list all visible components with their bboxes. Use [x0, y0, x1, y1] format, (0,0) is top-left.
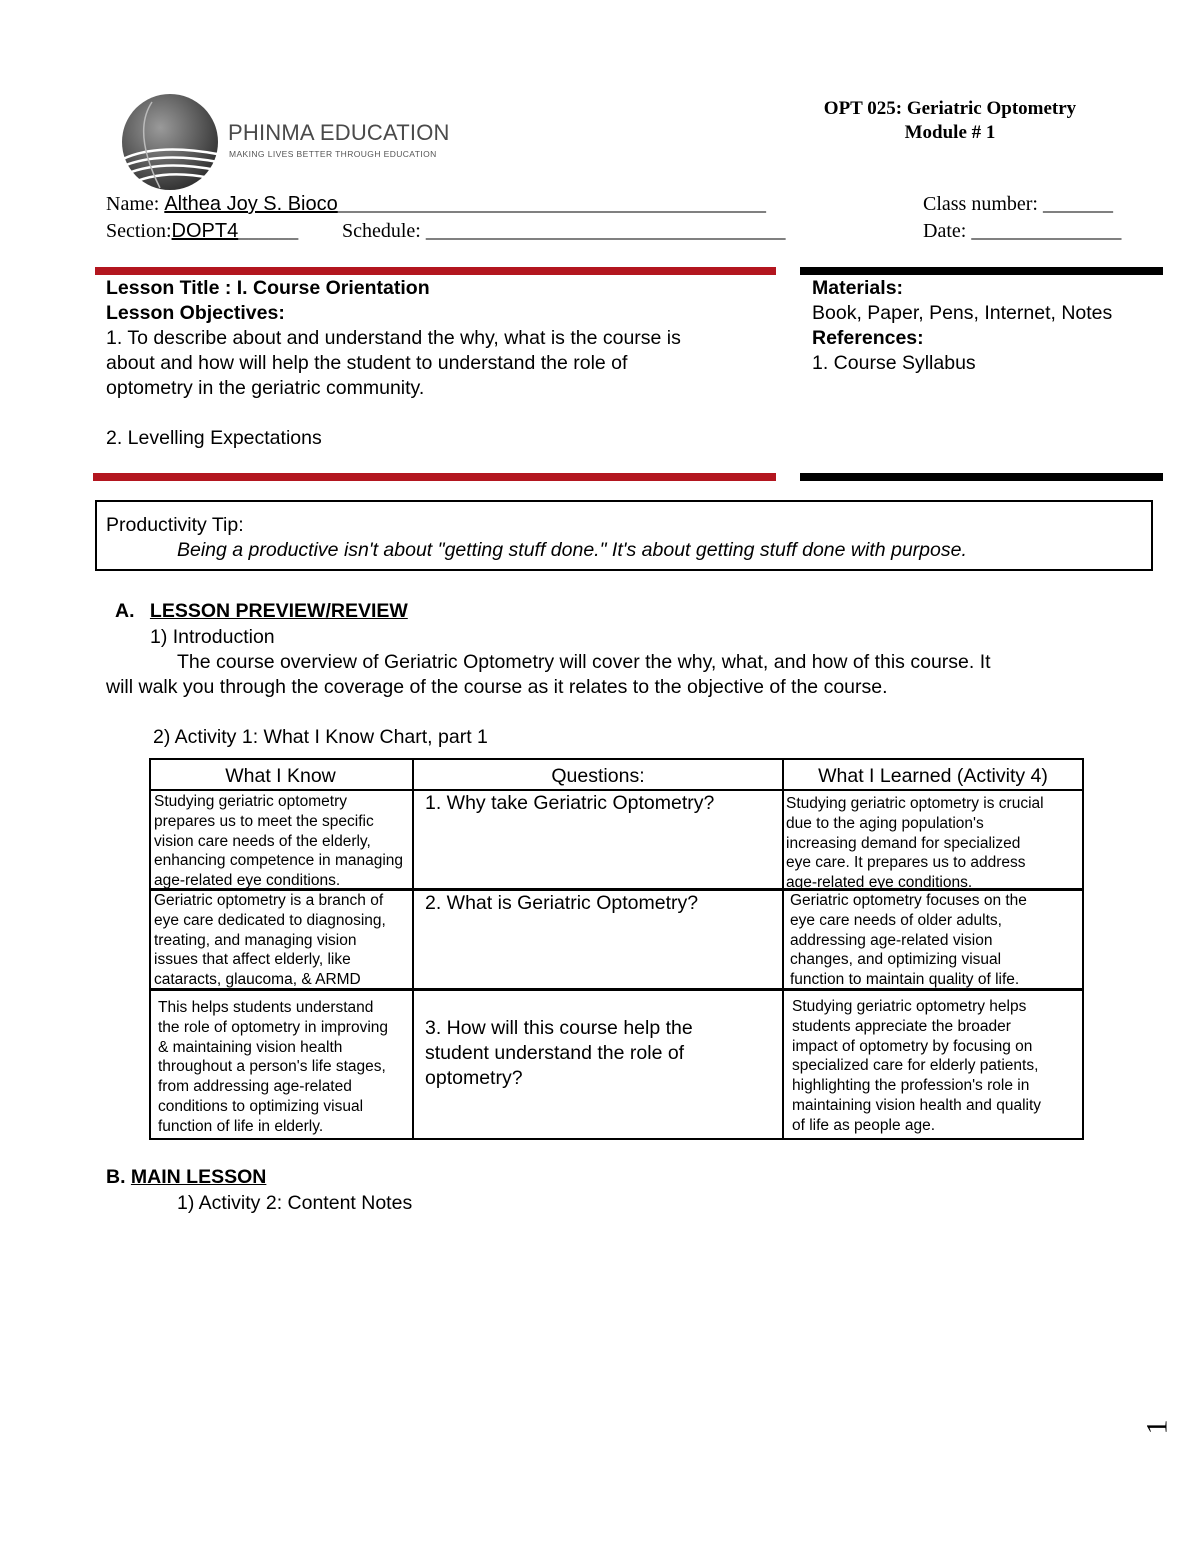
- table-row-2-know: [154, 891, 386, 990]
- know-3-line: the role of optometry in improving: [158, 1018, 389, 1036]
- productivity-tip-label: Productivity Tip:: [106, 514, 244, 536]
- module-number: Module # 1: [904, 122, 996, 143]
- table-row-3-learned: [792, 997, 1041, 1136]
- name-field[interactable]: [106, 193, 765, 216]
- objective-2: 2. Levelling Expectations: [106, 427, 322, 449]
- introduction-line1: The course overview of Geriatric Optometry will cover the why, what, and how of this course. It: [177, 651, 991, 673]
- table-row-3-question: [425, 1016, 693, 1091]
- page-number: 1: [1140, 1419, 1174, 1435]
- know-2-line: eye care dedicated to diagnosing,: [154, 911, 386, 929]
- learned-2-line: function to maintain quality of life.: [790, 971, 1020, 989]
- know-2-line: Geriatric optometry is a branch of: [154, 892, 384, 909]
- learned-1-line: Studying geriatric optometry is crucial: [786, 795, 1044, 812]
- learned-3-line: impact of optometry by focusing on: [792, 1037, 1033, 1055]
- question-1-line: 1. Why take Geriatric Optometry?: [425, 792, 715, 814]
- table-row-1-know: [154, 792, 403, 891]
- know-2-line: treating, and managing vision: [154, 931, 357, 949]
- header-what-i-know: What I Know: [225, 765, 336, 787]
- objective-1-line1: 1. To describe about and understand the why, what is the course is: [106, 327, 681, 349]
- class-line: _______: [1043, 193, 1113, 215]
- date-label: Date:: [923, 220, 967, 242]
- name-value: Althea Joy S. Bioco: [164, 193, 338, 215]
- learned-1-line: increasing demand for specialized: [786, 834, 1021, 852]
- materials-info: [812, 276, 1162, 376]
- section-b-heading: [106, 1166, 266, 1189]
- question-3-line: optometry?: [425, 1067, 523, 1089]
- section-b-letter: B.: [106, 1166, 126, 1188]
- name-line: ________________________________________________: [337, 193, 765, 215]
- section-field[interactable]: [106, 220, 298, 243]
- learned-3-line: Studying geriatric optometry helps: [792, 998, 1027, 1015]
- learned-2-line: Geriatric optometry focuses on the: [790, 892, 1027, 909]
- know-1-line: prepares us to meet the specific: [154, 812, 374, 830]
- section-a-letter: A.: [115, 600, 135, 622]
- date-line: _______________: [971, 220, 1122, 242]
- objective-1-line3: optometry in the geriatric community.: [106, 377, 425, 399]
- materials-label: Materials:: [812, 277, 904, 299]
- know-3-line: throughout a person's life stages,: [158, 1058, 386, 1076]
- references-label: References:: [812, 327, 924, 349]
- lesson-objectives-label: Lesson Objectives:: [106, 302, 285, 324]
- name-label: Name:: [106, 193, 160, 215]
- logo-name: PHINMA EDUCATION: [228, 120, 450, 145]
- productivity-tip-text: Being a productive isn't about "getting stuff done." It's about getting stuff done with purpose.: [177, 539, 967, 561]
- red-divider-top: [95, 267, 776, 275]
- section-value: DOPT4: [171, 220, 239, 242]
- header-questions: Questions:: [551, 765, 645, 787]
- question-2-line: 2. What is Geriatric Optometry?: [425, 892, 699, 914]
- logo-tagline: MAKING LIVES BETTER THROUGH EDUCATION: [229, 149, 437, 159]
- learned-2-line: addressing age-related vision: [790, 931, 993, 949]
- know-3-line: function of life in elderly.: [158, 1117, 324, 1135]
- activity-1-label: 2) Activity 1: What I Know Chart, part 1: [153, 726, 488, 748]
- lesson-title: Lesson Title : I. Course Orientation: [106, 277, 430, 299]
- date-field[interactable]: [923, 220, 1121, 243]
- learned-2-line: eye care needs of older adults,: [790, 911, 1002, 929]
- table-row-1-learned: [786, 794, 1044, 893]
- know-3-line: This helps students understand: [158, 999, 374, 1016]
- schedule-label: Schedule:: [342, 220, 421, 242]
- know-2-line: issues that affect elderly, like: [154, 951, 351, 969]
- table-row-1-question: [425, 791, 714, 816]
- question-3-line: student understand the role of: [425, 1042, 685, 1064]
- header-what-i-learned: What I Learned (Activity 4): [818, 765, 1048, 787]
- class-label: Class number:: [923, 193, 1038, 215]
- know-2-line: cataracts, glaucoma, & ARMD: [154, 971, 361, 989]
- know-1-line: enhancing competence in managing: [154, 852, 404, 870]
- class-number-field[interactable]: [923, 193, 1113, 216]
- what-i-know-chart: [149, 758, 1084, 1140]
- learned-3-line: highlighting the profession's role in: [792, 1077, 1030, 1095]
- table-row-2-question: [425, 891, 698, 916]
- phinma-globe-icon: [112, 92, 222, 194]
- learned-2-line: changes, and optimizing visual: [790, 951, 1002, 969]
- course-title: OPT 025: Geriatric Optometry: [823, 98, 1077, 119]
- section-line: ______: [238, 220, 299, 242]
- introduction-label: 1) Introduction: [150, 626, 275, 648]
- objective-1-line2: about and how will help the student to understand the role of: [106, 352, 628, 374]
- black-divider-bottom: [800, 473, 1163, 481]
- lesson-info: [106, 276, 786, 451]
- references-value: 1. Course Syllabus: [812, 352, 976, 374]
- red-divider-bottom: [93, 473, 776, 481]
- black-divider-top: [800, 267, 1163, 275]
- section-a-title: LESSON PREVIEW/REVIEW: [149, 600, 408, 622]
- know-1-line: Studying geriatric optometry: [154, 793, 347, 810]
- know-3-line: from addressing age-related: [158, 1078, 352, 1096]
- activity-2-label: 1) Activity 2: Content Notes: [177, 1192, 413, 1214]
- know-3-line: conditions to optimizing visual: [158, 1097, 364, 1115]
- learned-3-line: of life as people age.: [792, 1116, 936, 1134]
- introduction-line2: will walk you through the coverage of the course as it relates to the objective of the course.: [106, 676, 888, 698]
- learned-1-line: due to the aging population's: [786, 814, 984, 832]
- materials-value: Book, Paper, Pens, Internet, Notes: [812, 302, 1113, 324]
- learned-1-line: age-related eye conditions.: [786, 874, 973, 892]
- section-label: Section:: [106, 220, 172, 242]
- schedule-field[interactable]: [342, 220, 785, 243]
- know-1-line: vision care needs of the elderly,: [154, 832, 371, 850]
- schedule-line: _______________________________________: [425, 220, 785, 242]
- section-a-heading: [115, 600, 408, 623]
- question-3-line: 3. How will this course help the: [425, 1017, 693, 1039]
- learned-3-line: students appreciate the broader: [792, 1017, 1011, 1035]
- section-b-title: MAIN LESSON: [130, 1166, 267, 1188]
- learned-1-line: eye care. It prepares us to address: [786, 854, 1026, 872]
- know-3-line: & maintaining vision health: [158, 1038, 343, 1056]
- learned-3-line: specialized care for elderly patients,: [792, 1057, 1039, 1075]
- table-row-3-know: [158, 998, 388, 1137]
- table-row-2-learned: [790, 891, 1027, 990]
- know-1-line: age-related eye conditions.: [154, 872, 341, 890]
- learned-3-line: maintaining vision health and quality: [792, 1096, 1042, 1114]
